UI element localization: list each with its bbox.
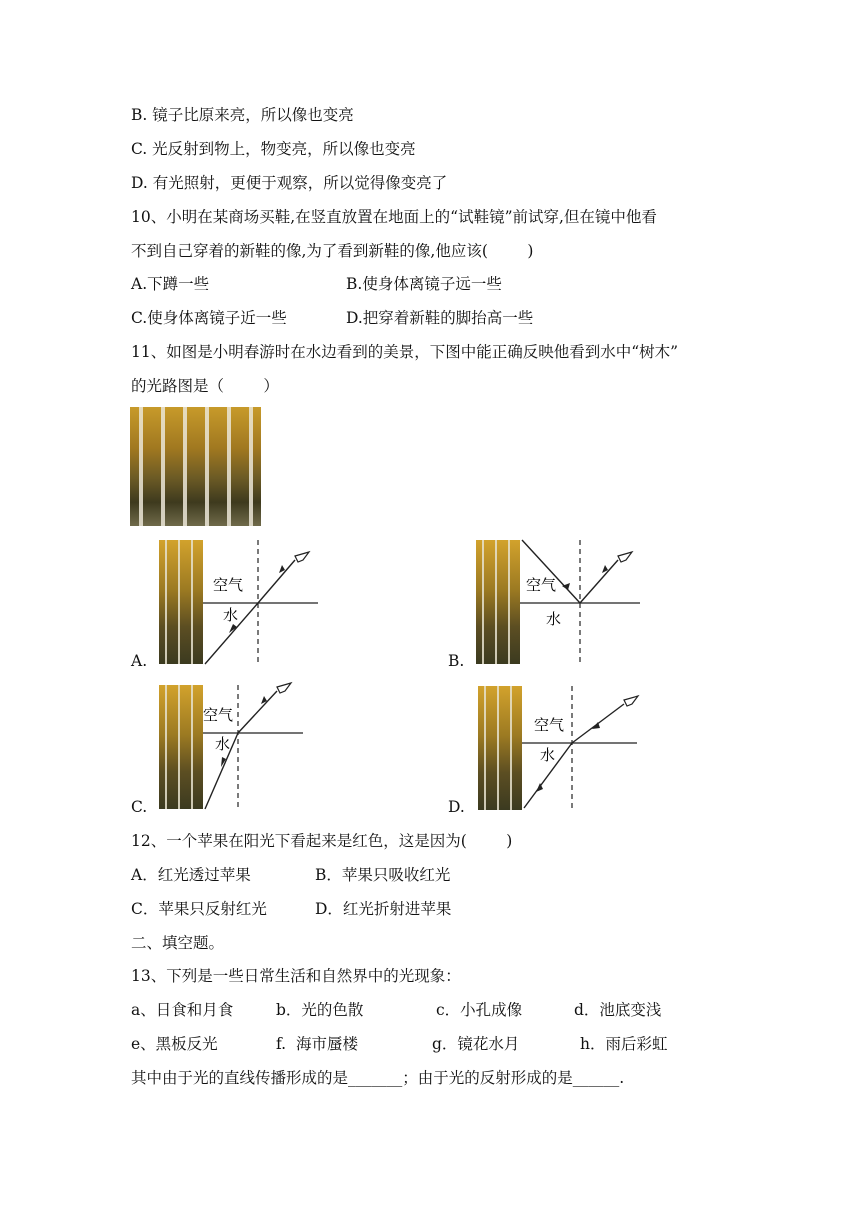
diagram-c-trees [159,685,203,809]
q13-item-f: f. 海市蜃楼 [276,1035,358,1053]
q10-line2: 不到自己穿着的新鞋的像,为了看到新鞋的像,他应该( ) [131,242,534,260]
q10-option-c: C.使身体离镜子近一些 [131,309,287,327]
q10-option-d: D.把穿着新鞋的脚抬高一些 [346,309,534,327]
diagram-c-water: 水 [215,735,231,753]
q13-item-h: h．雨后彩虹 [580,1035,668,1053]
diagram-b-air: 空气 [526,576,557,594]
q10-option-b: B.使身体离镜子远一些 [346,275,502,293]
scenery-photo [130,407,261,526]
diagram-c-air: 空气 [203,706,234,724]
line-c: C. 光反射到物上，物变亮，所以像也变亮 [131,140,416,158]
q10-option-a: A.下蹲一些 [131,275,210,293]
q12-option-a: A．红光透过苹果 [131,866,251,884]
diagram-a [203,540,323,665]
q13-item-b: b．光的色散 [276,1001,364,1019]
diagram-a-air: 空气 [213,576,244,594]
q13-item-g: g．镜花水月 [432,1035,520,1053]
q11-line1: 11、如图是小明春游时在水边看到的美景，下图中能正确反映他看到水中“树木” [131,343,679,361]
q13-stem: 13、下列是一些日常生活和自然界中的光现象： [131,967,461,985]
q11-line2: 的光路图是（ ） [131,377,279,395]
q13-item-c: c．小孔成像 [436,1001,523,1019]
diagram-b-label: B. [448,652,465,670]
q13-fill-blank: 其中由于光的直线传播形成的是_______；由于光的反射形成的是______. [131,1069,625,1087]
diagram-a-label: A. [131,652,148,670]
diagram-c-label: C. [131,798,148,816]
diagram-c [203,685,308,810]
section-heading: 二、填空题。 [131,934,225,952]
q13-item-d: d．池底变浅 [574,1001,662,1019]
q13-item-a: a、日食和月食 [131,1001,234,1019]
diagram-d-water: 水 [540,746,556,764]
diagram-d-trees [478,686,522,810]
q12-stem: 12、一个苹果在阳光下看起来是红色，这是因为( ) [131,832,513,850]
diagram-a-water: 水 [223,606,239,624]
diagram-b-water: 水 [546,610,562,628]
diagram-b [520,540,645,665]
diagram-d-air: 空气 [534,716,565,734]
diagram-b-trees [476,540,520,664]
line-d: D. 有光照射，更便于观察，所以觉得像变亮了 [131,174,448,192]
q10-line1: 10、小明在某商场买鞋,在竖直放置在地面上的“试鞋镜”前试穿,但在镜中他看 [131,208,657,226]
q13-item-e: e、黑板反光 [131,1035,218,1053]
q12-option-c: C．苹果只反射红光 [131,900,267,918]
q12-option-b: B．苹果只吸收红光 [315,866,451,884]
q12-option-d: D．红光折射进苹果 [315,900,452,918]
diagram-d [522,686,642,811]
line-b: B. 镜子比原来亮，所以像也变亮 [131,106,354,124]
diagram-d-label: D. [448,798,465,816]
diagram-a-trees [159,540,203,664]
